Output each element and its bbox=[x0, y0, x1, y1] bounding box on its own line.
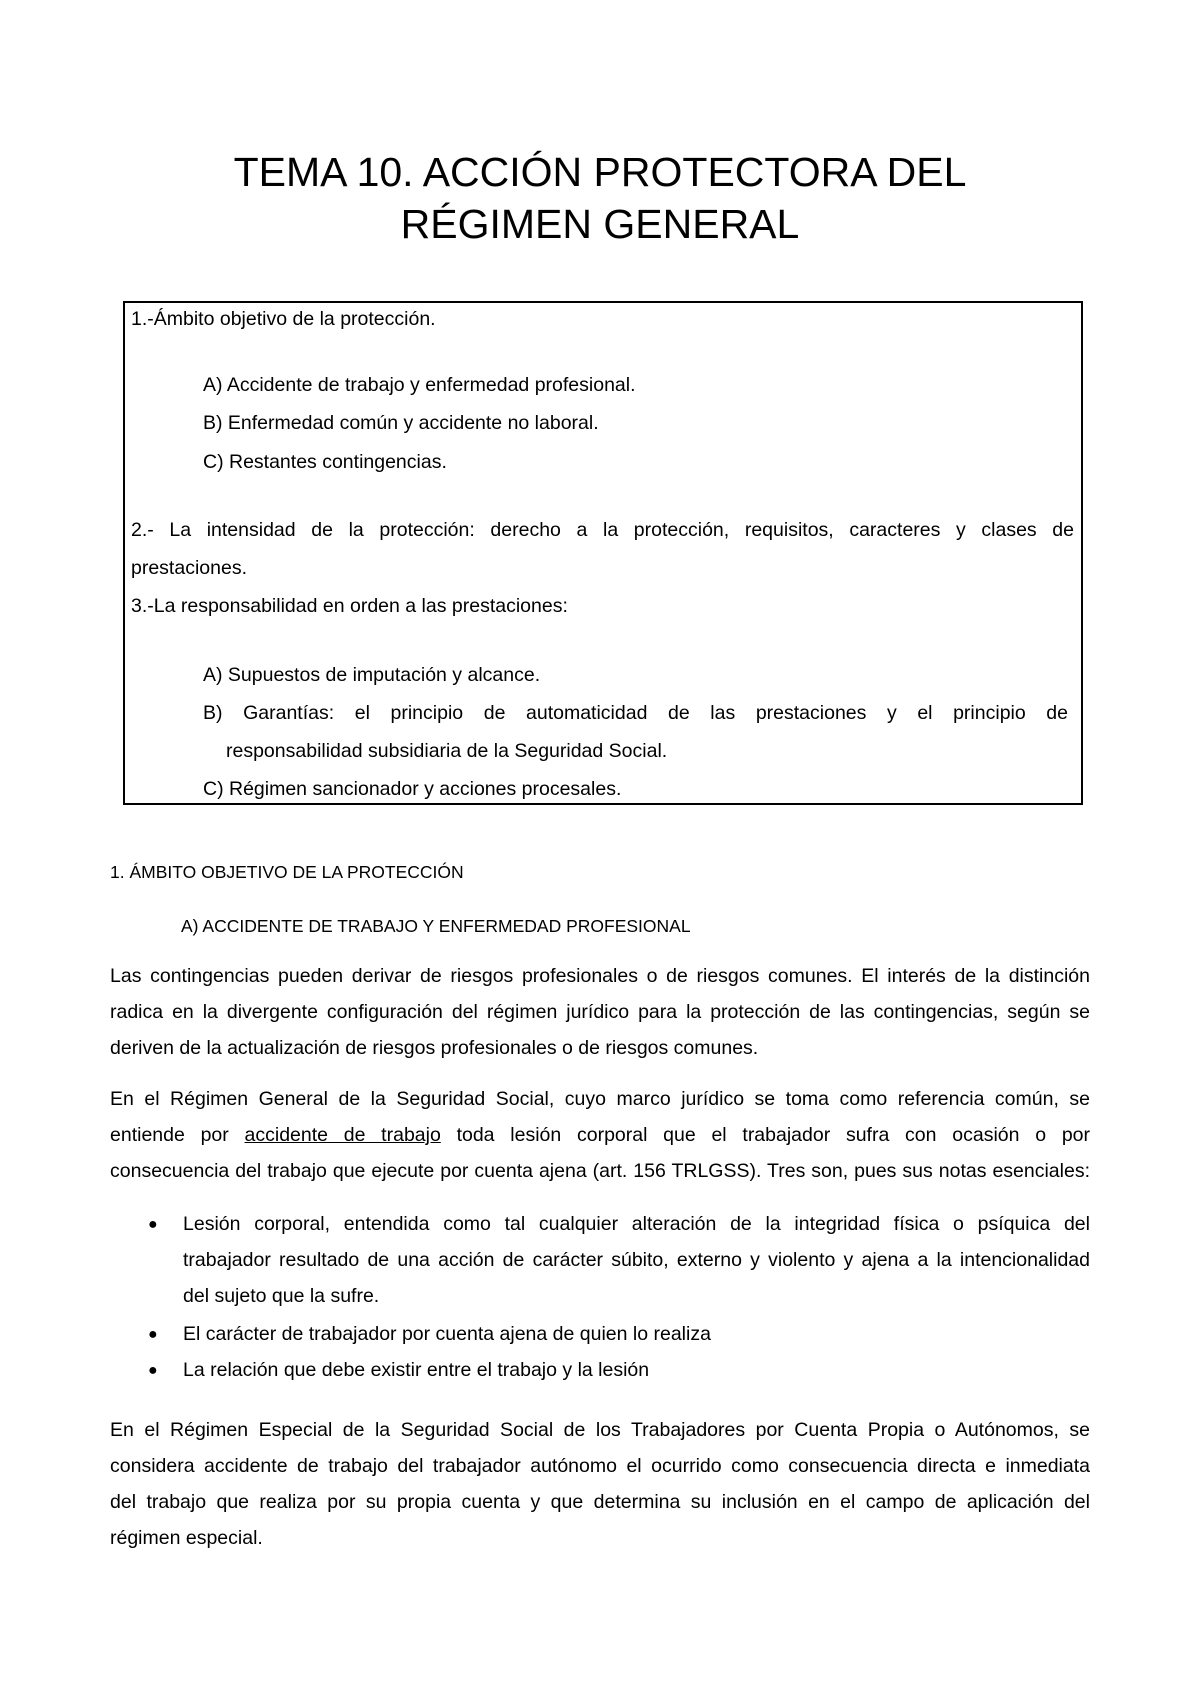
outline-item-3c: C) Régimen sancionador y acciones procesales. bbox=[203, 778, 622, 800]
paragraph-3-line-4: régimen especial. bbox=[110, 1527, 263, 1549]
outline-item-1b: B) Enfermedad común y accidente no laboral. bbox=[203, 412, 599, 434]
outline-item-3b-line-1: B) Garantías: el principio de automaticidad de las prestaciones y el principio de bbox=[203, 702, 1068, 724]
title-line-2: RÉGIMEN GENERAL bbox=[400, 201, 800, 247]
paragraph-1-line-3: deriven de la actualización de riesgos profesionales o de riesgos comunes. bbox=[110, 1037, 759, 1059]
outline-item-3a: A) Supuestos de imputación y alcance. bbox=[203, 664, 541, 686]
document-title bbox=[110, 146, 1090, 250]
title-line-1: TEMA 10. ACCIÓN PROTECTORA DEL bbox=[233, 149, 967, 195]
bullet-3: La relación que debe existir entre el trabajo y la lesión bbox=[183, 1359, 650, 1381]
outline-item-2-line-2: prestaciones. bbox=[131, 557, 247, 579]
outline-item-1c: C) Restantes contingencias. bbox=[203, 451, 447, 473]
bullet-1-line-1: Lesión corporal, entendida como tal cualquier alteración de la integridad física o psíquica del bbox=[183, 1213, 1090, 1235]
paragraph-2-text-cont: toda lesión corporal que el trabajador sufra con ocasión o por bbox=[440, 1124, 1090, 1146]
bullet-1-line-2: trabajador resultado de una acción de carácter súbito, externo y violento y ajena a la intencionalidad bbox=[183, 1249, 1090, 1271]
bullet-marker: ● bbox=[148, 1362, 158, 1379]
paragraph-2-line-1: En el Régimen General de la Seguridad Social, cuyo marco jurídico se toma como referencia común, se bbox=[110, 1088, 1090, 1110]
section-subheading: A) ACCIDENTE DE TRABAJO Y ENFERMEDAD PROFESIONAL bbox=[181, 916, 691, 936]
bullet-1-line-3: del sujeto que la sufre. bbox=[183, 1285, 380, 1307]
outline-item-3: 3.-La responsabilidad en orden a las prestaciones: bbox=[131, 595, 568, 617]
section-heading: 1. ÁMBITO OBJETIVO DE LA PROTECCIÓN bbox=[110, 862, 464, 882]
paragraph-3-line-2: considera accidente de trabajo del trabajador autónomo el ocurrido como consecuencia directa e inmediata bbox=[110, 1455, 1090, 1477]
underlined-term: accidente de trabajo bbox=[244, 1124, 441, 1146]
paragraph-3-line-3: del trabajo que realiza por su propia cuenta y que determina su inclusión en el campo de aplicación del bbox=[110, 1491, 1090, 1513]
paragraph-2-text: entiende por bbox=[110, 1124, 245, 1146]
outline-item-1: 1.-Ámbito objetivo de la protección. bbox=[131, 308, 436, 330]
paragraph-1-line-1: Las contingencias pueden derivar de riesgos profesionales o de riesgos comunes. El interés de la distinción bbox=[110, 965, 1090, 987]
outline-item-3b-line-2: responsabilidad subsidiaria de la Seguridad Social. bbox=[226, 740, 668, 762]
paragraph-3-line-1: En el Régimen Especial de la Seguridad Social de los Trabajadores por Cuenta Propia o Autónomos, se bbox=[110, 1419, 1090, 1441]
paragraph-2-line-2 bbox=[110, 1124, 1090, 1147]
outline-item-2-line-1: 2.- La intensidad de la protección: derecho a la protección, requisitos, caracteres y clases de bbox=[131, 519, 1074, 541]
bullet-marker: ● bbox=[148, 1216, 158, 1233]
bullet-2: El carácter de trabajador por cuenta ajena de quien lo realiza bbox=[183, 1323, 711, 1345]
bullet-marker: ● bbox=[148, 1326, 158, 1343]
paragraph-1-line-2: radica en la divergente configuración del régimen jurídico para la protección de las contingencias, según se bbox=[110, 1001, 1090, 1023]
paragraph-2-line-3: consecuencia del trabajo que ejecute por cuenta ajena (art. 156 TRLGSS). Tres son, pues sus notas esenciales: bbox=[110, 1160, 1090, 1182]
outline-item-1a: A) Accidente de trabajo y enfermedad profesional. bbox=[203, 374, 636, 396]
